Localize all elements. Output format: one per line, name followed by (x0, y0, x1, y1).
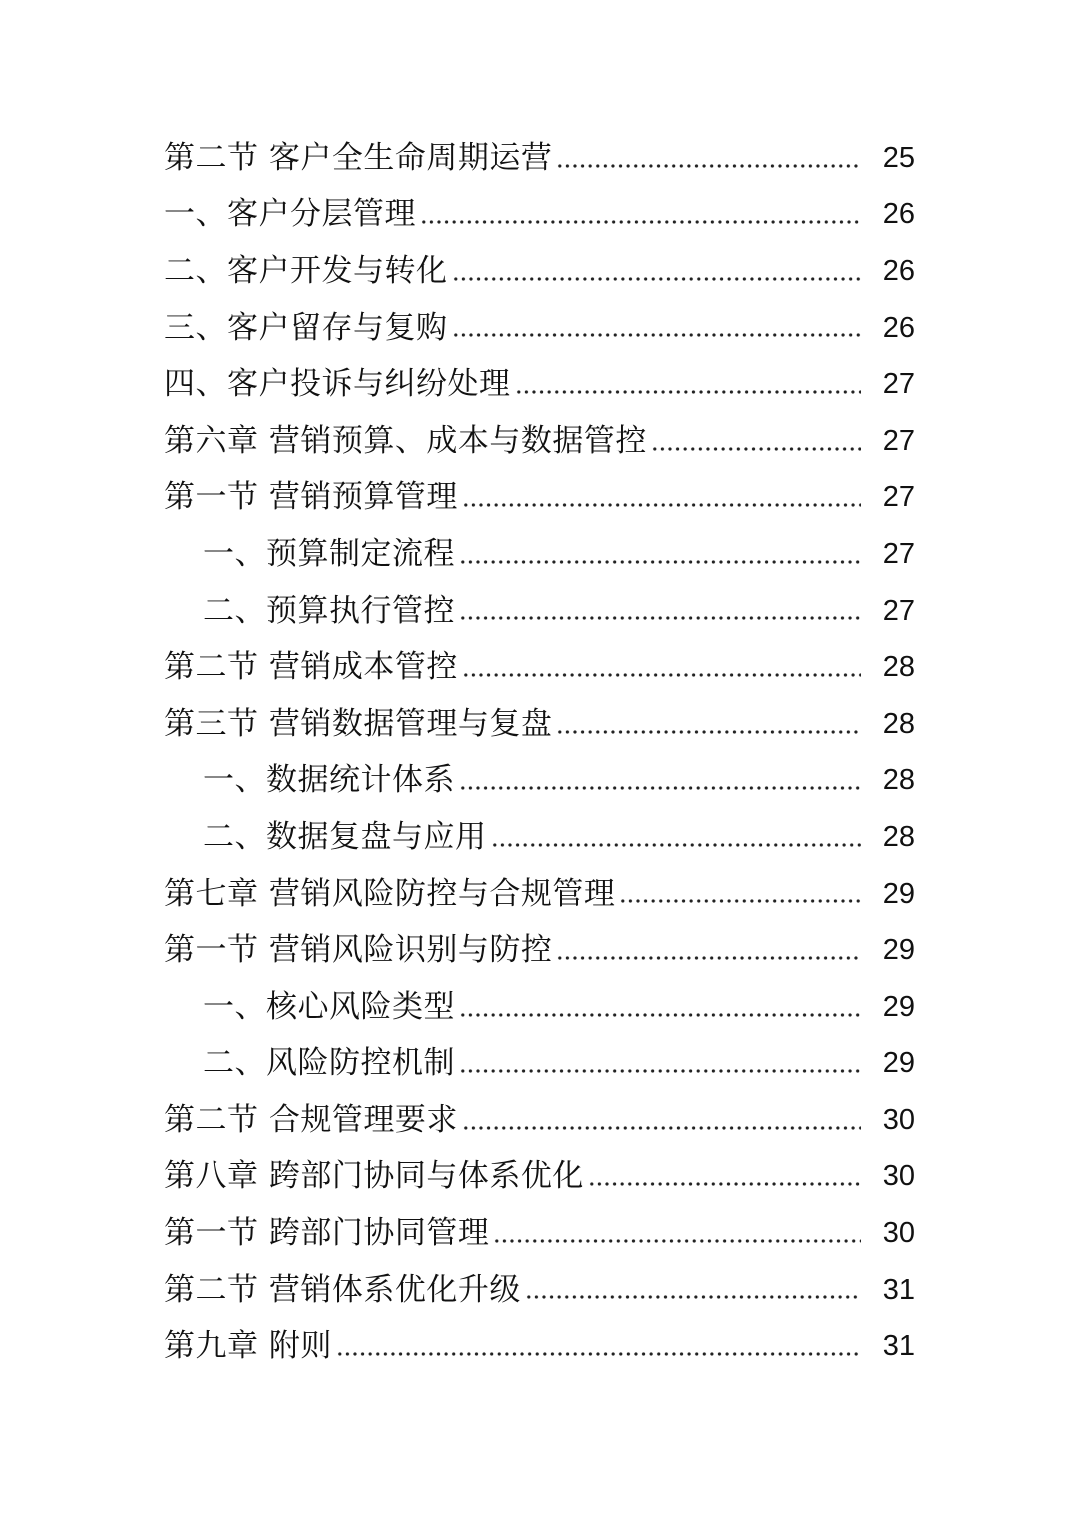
toc-dot-leader (556, 704, 861, 735)
toc-entry[interactable] (0, 187, 1080, 244)
toc-page-number: 30 (882, 1160, 915, 1193)
toc-page-number: 26 (882, 254, 915, 287)
toc-page-number: 29 (882, 934, 915, 967)
toc-dot-leader (462, 1100, 861, 1131)
toc-entry-label: 一、数据统计体系 (203, 762, 455, 799)
toc-entry[interactable] (0, 866, 1080, 923)
toc-entry-label: 第二节 合规管理要求 (164, 1101, 458, 1138)
toc-entry[interactable] (0, 470, 1080, 527)
toc-entry-label: 三、客户留存与复购 (164, 309, 448, 346)
toc-entry[interactable] (0, 526, 1080, 583)
toc-entry[interactable] (0, 1036, 1080, 1093)
toc-entry-label: 二、预算执行管控 (203, 592, 455, 629)
toc-page-number: 25 (882, 141, 915, 174)
toc-entry-label: 二、风险防控机制 (203, 1045, 455, 1082)
toc-dot-leader (525, 1269, 861, 1300)
toc-dot-leader (515, 364, 862, 395)
toc-entry-label: 一、客户分层管理 (164, 196, 416, 233)
toc-entry-label: 第一节 营销预算管理 (164, 479, 458, 516)
toc-entry[interactable] (0, 1092, 1080, 1149)
toc-entry-label: 第七章 营销风险防控与合规管理 (164, 875, 616, 912)
toc-dot-leader (459, 590, 861, 621)
toc-dot-leader (336, 1326, 861, 1357)
toc-entry[interactable] (0, 922, 1080, 979)
toc-entry[interactable] (0, 753, 1080, 810)
toc-entry-label: 第一节 跨部门协同管理 (164, 1215, 490, 1252)
toc-entry-label: 二、客户开发与转化 (164, 252, 448, 289)
toc-entry[interactable] (0, 413, 1080, 470)
toc-entry[interactable] (0, 1205, 1080, 1262)
toc-page-number: 30 (882, 1103, 915, 1136)
toc-page-number: 26 (882, 198, 915, 231)
toc-entry-label: 第二节 营销体系优化升级 (164, 1271, 521, 1308)
toc-dot-leader (462, 477, 861, 508)
toc-page-number: 26 (882, 311, 915, 344)
toc-entry[interactable] (0, 1318, 1080, 1375)
toc-dot-leader (452, 251, 862, 282)
toc-dot-leader (491, 817, 862, 848)
toc-page-number: 29 (882, 1047, 915, 1080)
toc-dot-leader (420, 194, 861, 225)
toc-entry-label: 第二节 客户全生命周期运营 (164, 139, 553, 176)
toc-dot-leader (459, 1043, 861, 1074)
toc-page-number: 31 (882, 1273, 915, 1306)
toc-page-number: 27 (882, 537, 915, 570)
toc-page-number: 31 (882, 1330, 915, 1363)
toc-page-number: 29 (882, 877, 915, 910)
toc-page-number: 29 (882, 990, 915, 1023)
toc-entry-label: 第九章 附则 (164, 1328, 332, 1365)
toc-entry[interactable] (0, 639, 1080, 696)
toc-entry-label: 第一节 营销风险识别与防控 (164, 932, 553, 969)
toc-entry-label: 第六章 营销预算、成本与数据管控 (164, 422, 647, 459)
toc-dot-leader (556, 138, 861, 169)
toc-page-number: 28 (882, 651, 915, 684)
toc-entry[interactable] (0, 583, 1080, 640)
toc-entry-label: 一、核心风险类型 (203, 988, 455, 1025)
table-of-contents (0, 130, 1080, 1375)
toc-page-number: 28 (882, 820, 915, 853)
toc-entry-label: 四、客户投诉与纠纷处理 (164, 366, 511, 403)
toc-entry[interactable] (0, 243, 1080, 300)
toc-entry-label: 第三节 营销数据管理与复盘 (164, 705, 553, 742)
toc-dot-leader (556, 930, 861, 961)
toc-page-number: 27 (882, 594, 915, 627)
toc-dot-leader (588, 1156, 861, 1187)
toc-entry[interactable] (0, 979, 1080, 1036)
toc-entry[interactable] (0, 696, 1080, 753)
toc-page-number: 28 (882, 764, 915, 797)
toc-dot-leader (459, 987, 861, 1018)
toc-dot-leader (459, 760, 861, 791)
toc-page-number: 30 (882, 1217, 915, 1250)
toc-entry-label: 第八章 跨部门协同与体系优化 (164, 1158, 584, 1195)
toc-entry[interactable] (0, 356, 1080, 413)
toc-entry-label: 一、预算制定流程 (203, 535, 455, 572)
toc-entry-label: 二、数据复盘与应用 (203, 818, 487, 855)
toc-page-number: 28 (882, 707, 915, 740)
toc-entry-label: 第二节 营销成本管控 (164, 649, 458, 686)
toc-entry[interactable] (0, 809, 1080, 866)
toc-dot-leader (459, 534, 861, 565)
toc-dot-leader (452, 307, 862, 338)
toc-dot-leader (619, 873, 861, 904)
toc-page-number: 27 (882, 424, 915, 457)
toc-entry[interactable] (0, 300, 1080, 357)
toc-entry[interactable] (0, 130, 1080, 187)
toc-dot-leader (493, 1213, 861, 1244)
toc-dot-leader (651, 421, 861, 452)
toc-entry[interactable] (0, 1149, 1080, 1206)
toc-dot-leader (462, 647, 861, 678)
toc-entry[interactable] (0, 1262, 1080, 1319)
toc-page-number: 27 (882, 481, 915, 514)
toc-page-number: 27 (882, 368, 915, 401)
